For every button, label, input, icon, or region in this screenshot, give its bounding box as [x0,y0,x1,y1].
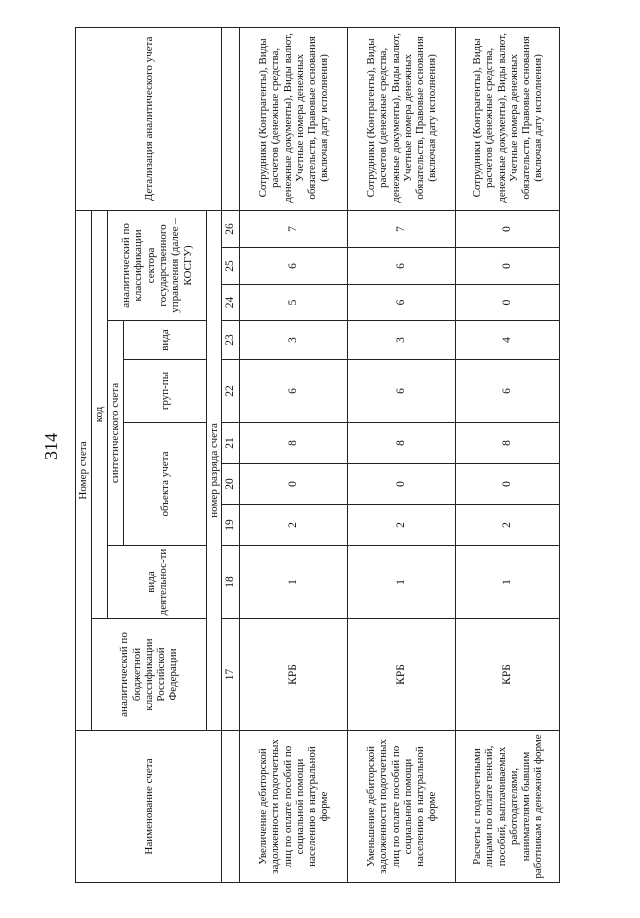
header-blank [222,731,240,883]
row-account-name: Увеличение дебиторской задолженности подотчетных лиц по оплате пособий по социальной помощи населению в натуральной форме [240,731,348,883]
row-code: 3 [240,321,348,360]
row-code: 2 [348,505,456,546]
row-code: КРБ [348,619,456,731]
header-account-number: Номер счета [76,210,92,730]
row-detail: Сотрудники (Контрагенты), Виды расчетов (денежные средства, денежные документы), Виды валют, Учетные номера денежных обязательств, Правовые основания (включая дату исполнения) [348,27,456,210]
col-number: 17 [222,619,240,731]
table-row [240,27,348,882]
table-row [456,27,560,882]
header-group: груп-пы [124,360,207,423]
row-code: 1 [456,546,560,619]
row-code: 0 [456,285,560,321]
row-code: 7 [348,210,456,247]
row-code: 4 [456,321,560,360]
col-number: 18 [222,546,240,619]
row-code: 1 [348,546,456,619]
header-activity-type: вида деятельнос-ти [108,546,207,619]
row-code: 6 [240,360,348,423]
header-type: вида [124,321,207,360]
row-code: 7 [240,210,348,247]
col-number: 21 [222,423,240,464]
row-detail: Сотрудники (Контрагенты), Виды расчетов (денежные средства, денежные документы), Виды валют, Учетные номера денежных обязательств, Правовые основания (включая дату исполнения) [240,27,348,210]
row-code: 3 [348,321,456,360]
page-number: 314 [41,433,61,460]
col-number: 23 [222,321,240,360]
col-number: 25 [222,248,240,285]
row-code: 8 [456,423,560,464]
row-code: 6 [348,285,456,321]
row-code: КРБ [456,619,560,731]
header-name: Наименование счета [76,731,222,883]
row-code: 6 [348,248,456,285]
table-row [348,27,456,882]
row-code: 8 [348,423,456,464]
col-number: 22 [222,360,240,423]
header-code: код [92,210,108,618]
row-code: 8 [240,423,348,464]
row-code: КРБ [240,619,348,731]
row-code: 0 [240,464,348,505]
row-code: 0 [456,464,560,505]
row-code: 0 [456,210,560,247]
row-account-name: Уменьшение дебиторской задолженности подотчетных лиц по оплате пособий по социальной помощи населению в натуральной форме [348,731,456,883]
row-detail: Сотрудники (Контрагенты), Виды расчетов (денежные средства, денежные документы), Виды валют, Учетные номера денежных обязательств, Правовые основания (включая дату исполнения) [456,27,560,210]
accounts-table [75,27,560,883]
rotated-table-container [75,28,558,883]
row-code: 6 [348,360,456,423]
row-code: 6 [456,360,560,423]
col-number: 26 [222,210,240,247]
col-number: 24 [222,285,240,321]
row-code: 6 [240,248,348,285]
header-analytic-budget: аналитический по бюджетной классификации Российской Федерации [92,619,207,731]
row-code: 5 [240,285,348,321]
col-number: 19 [222,505,240,546]
header-digit-number: номер разряда счета [207,210,222,730]
row-code: 0 [348,464,456,505]
row-code: 1 [240,546,348,619]
header-account-object: объекта учета [124,423,207,546]
row-code: 0 [456,248,560,285]
header-kosgu: аналитический по классификации сектора государственного управления (далее – КОСГУ) [108,210,207,320]
row-code: 2 [240,505,348,546]
header-detail: Детализация аналитического учета [76,27,222,210]
row-account-name: Расчеты с подотчетными лицами по оплате пенсий, пособий, выплачиваемых работодателями, нанимателями бывшим работникам в денежной форме [456,731,560,883]
row-code: 2 [456,505,560,546]
col-number: 20 [222,464,240,505]
header-synthetic: синтетического счета [108,321,124,546]
header-blank [222,27,240,210]
